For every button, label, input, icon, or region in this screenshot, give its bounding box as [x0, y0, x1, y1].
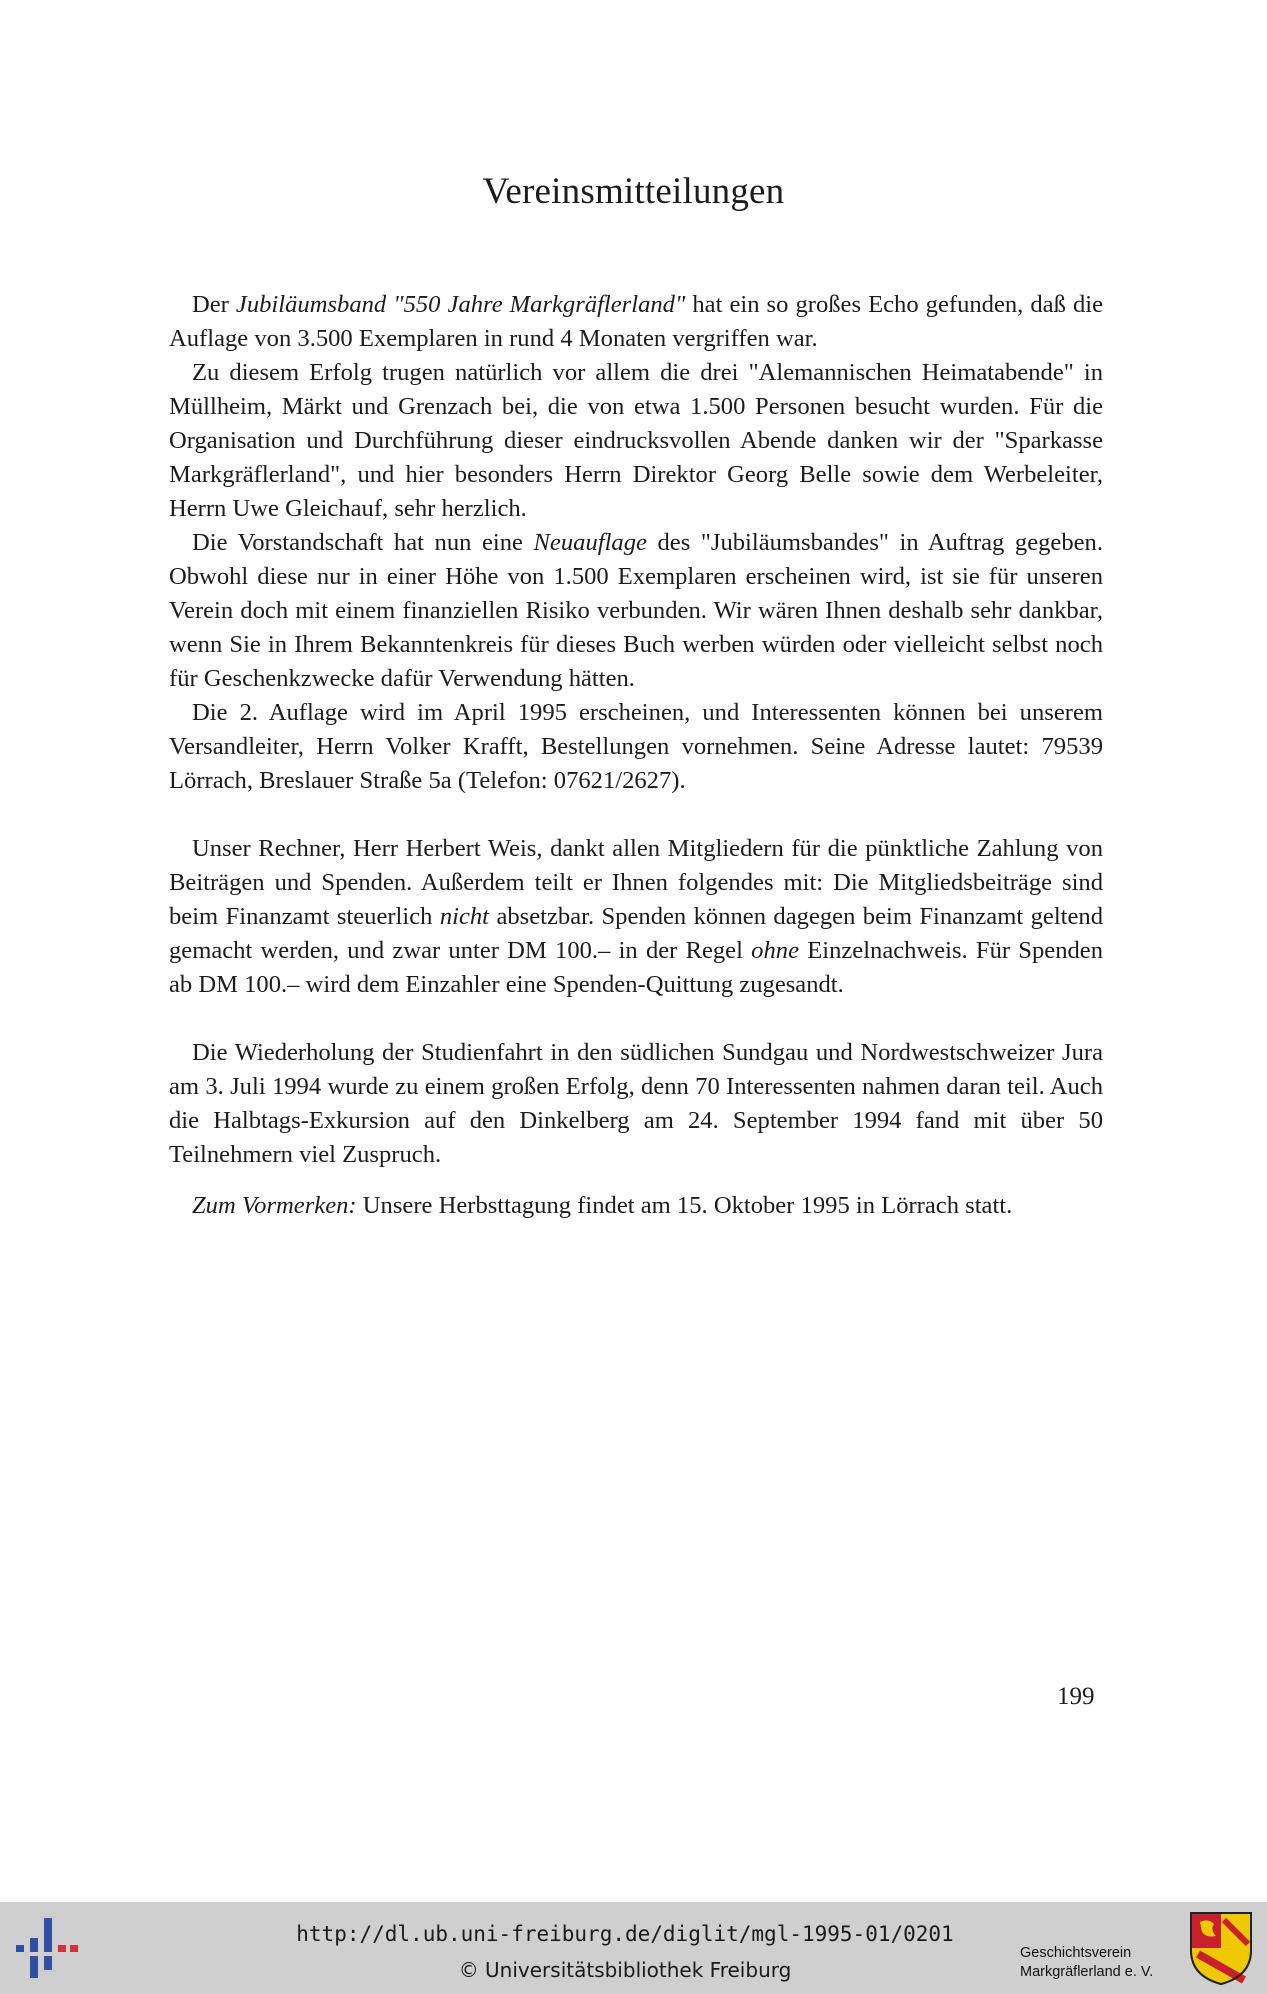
text-span: Unsere Herbsttagung findet am 15. Oktober 1995 in Lörrach statt. — [356, 1192, 1013, 1219]
text-span: hat ein so großes Echo gefunden, daß die Auflage von 3.500 Exemplaren in rund 4 Monaten vergriffen war. — [169, 291, 1103, 352]
paragraph — [169, 696, 1103, 798]
text-span: Einzelnachweis. Für Spenden ab DM 100.– wird dem Einzahler eine Spenden-Quittung zugesandt. — [169, 937, 1103, 998]
paragraph — [169, 1189, 1103, 1223]
society-name-line: Geschichtsverein — [1020, 1945, 1132, 1961]
page-number: 199 — [1057, 1683, 1095, 1710]
italic-text: nicht — [439, 903, 490, 930]
text-span: Unser Rechner, Herr Herbert Weis, dankt allen Mitgliedern für die pünktliche Zahlung von Beiträgen und Spenden. Außerdem teilt er Ihnen folgendes mit: Die Mitgliedsbeiträge sind beim Finanzamt steuerlich — [169, 835, 1103, 930]
text-span: Zu diesem Erfolg trugen natürlich vor allem die drei "Alemannischen Heimatabende" in Müllheim, Märkt und Grenzach bei, die von etwa 1.500 Personen besucht wurden. Für die Organisation und Durchführung dieser eindrucksvollen Abende danken wir der "Sparkasse Markgräflerland", und hier besonders Herrn Direktor Georg Belle sowie dem Werbeleiter, Herrn Uwe Gleichauf, sehr herzlich. — [169, 359, 1103, 522]
text-span: Die Wiederholung der Studienfahrt in den südlichen Sundgau und Nordwestschweizer Jura am 3. Juli 1994 wurde zu einem großen Erfolg, denn 70 Interessenten nahmen daran teil. Auch die Halbtags-Exkursion auf den Dinkelberg am 24. September 1994 fand mit über 50 Teilnehmern viel Zuspruch. — [169, 1039, 1103, 1168]
coat-of-arms-icon — [1188, 1910, 1254, 1986]
paragraph — [169, 356, 1103, 526]
copyright-text: © Universitätsbibliothek Freiburg — [458, 1958, 792, 1982]
body-text — [169, 288, 1103, 1223]
text-span: Der — [192, 291, 236, 318]
library-logo-icon[interactable] — [14, 1916, 80, 1980]
text-span: Die 2. Auflage wird im April 1995 erscheinen, und Interessenten können bei unserem Versandleiter, Herrn Volker Krafft, Bestellungen vornehmen. Seine Adresse lautet: 79539 Lörrach, Breslauer Straße 5a (Telefon: 07621/2627). — [169, 699, 1103, 794]
paragraph — [169, 1036, 1103, 1172]
text-span: des "Jubiläumsbandes" in Auftrag gegeben. Obwohl diese nur in einer Höhe von 1.500 Exemplaren erscheinen wird, ist sie für unseren Verein doch mit einem finanziellen Risiko verbunden. Wir wären Ihnen deshalb sehr dankbar, wenn Sie in Ihrem Bekanntenkreis für dieses Buch werben würden oder vielleicht selbst noch für Geschenkzwecke dafür Verwendung hätten. — [169, 529, 1104, 692]
society-name-line: Markgräflerland e. V. — [1020, 1964, 1154, 1980]
society-name — [1020, 1944, 1180, 1982]
paragraph — [169, 526, 1103, 696]
text-span: Die Vorstandschaft hat nun eine — [192, 529, 534, 556]
italic-text: Jubiläumsband "550 Jahre Markgräflerland" — [235, 291, 686, 318]
italic-text: Neuauflage — [533, 529, 647, 556]
paragraph — [169, 288, 1103, 356]
italic-text: Zum Vormerken: — [192, 1192, 357, 1219]
text-span: absetzbar. Spenden können dagegen beim Finanzamt geltend gemacht werden, und zwar unter DM 100.– in der Regel — [169, 903, 1103, 964]
document-url-link[interactable]: http://dl.ub.uni-freiburg.de/diglit/mgl-1995-01/0201 — [296, 1922, 954, 1946]
viewer-footer — [0, 1902, 1267, 1994]
paragraph — [169, 832, 1103, 1002]
page-title: Vereinsmitteilungen — [482, 171, 785, 212]
italic-text: ohne — [751, 937, 799, 964]
